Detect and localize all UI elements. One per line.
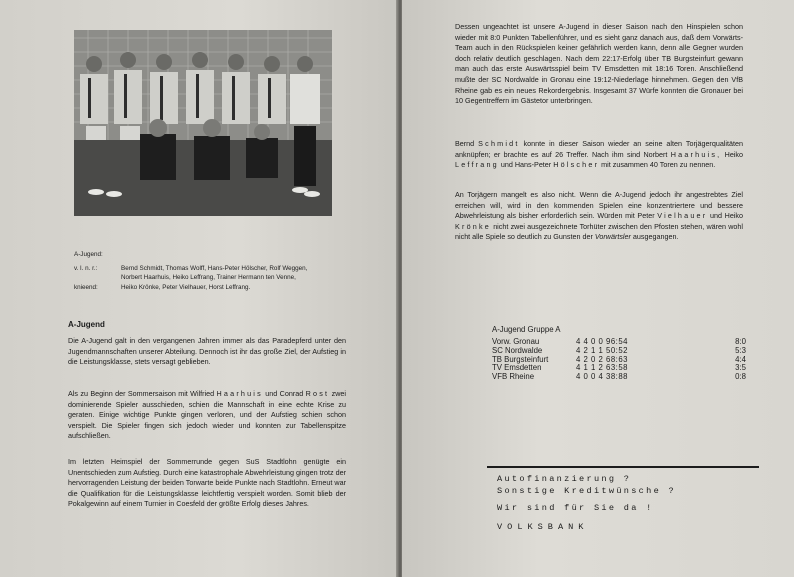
right-page bbox=[402, 0, 794, 577]
spaced-name: Hölscher bbox=[553, 160, 600, 170]
ad-rule bbox=[487, 466, 759, 468]
team-record: 4 1 1 2 63:58 bbox=[576, 363, 629, 373]
text-run: Heiko bbox=[724, 149, 744, 159]
paragraph: Die A-Jugend galt in den vergangenen Jahren immer als das Paradepferd unter den Jugendmannschaften unserer Abteilung. Dennoch ist ihr das große Ziel, der Aufstieg in die Leistungsklasse, stets versagt geblieben. bbox=[68, 336, 346, 367]
text-run: nicht zwei ausgezeichnete Torhüter zwischen den Pfosten stehen, wären wohl nicht alle Spiele so deutlich zu Gunsten der bbox=[455, 221, 743, 242]
caption-text: Heiko Krönke, Peter Vielhauer, Horst Leffrang. bbox=[121, 283, 251, 291]
caption-line bbox=[74, 283, 344, 293]
team-record: 4 2 1 1 50:52 bbox=[576, 345, 629, 355]
text-run: und Heiko bbox=[709, 211, 744, 221]
spaced-name: Haarhuis bbox=[216, 389, 263, 398]
spaced-name: Rost bbox=[305, 389, 330, 398]
caption-line bbox=[74, 273, 344, 283]
team-name: VFB Rheine bbox=[492, 372, 535, 382]
spaced-name: Haarhuis, bbox=[670, 149, 722, 159]
caption-label: knieend: bbox=[74, 283, 98, 291]
team-points: 0:8 bbox=[735, 372, 746, 382]
text-run: Bernd bbox=[455, 139, 475, 148]
team-record: 4 4 0 0 96:54 bbox=[576, 337, 629, 346]
team-name: TB Burgsteinfurt bbox=[492, 354, 549, 364]
text-run: konnte in dieser Saison wieder an seine alten Torjägerqualitäten anknüpfen; er brachte es auf 26 Treffer. Nach ihm sind Norbert bbox=[455, 139, 744, 159]
text-run: ausgegangen. bbox=[632, 232, 679, 242]
ad-brand: VOLKSBANK bbox=[497, 522, 589, 532]
team-record: 4 2 0 2 68:63 bbox=[576, 354, 629, 364]
paragraph bbox=[455, 139, 743, 171]
paragraph: Dessen ungeachtet ist unsere A-Jugend in dieser Saison nach den Hinspielen schon wieder mit 8:0 Punkten Tabellenführer, und es sieht ganz danach aus, daß dem Vorwärts-Team auch in den Rückspielen keiner gefährlich werden kann, denn alle Gegner wurden doch relativ deutlich geschlagen. Nach dem 22:17-Erfolg über TB Burgsteinfurt gewann man auch das erste Auswärtsspiel beim TV Emsdetten mit 18:16 Toren. Anschließend mußte der SC Nordwalde in Gronau eine 19:12-Niederlage hinnehmen. Gegen den VfB Rheine gab es ein neues Rekordergebnis. Insgesamt 37 Würfe konnten die Gronauer bei 10 Gegentreffern im Gästetor unterbringen. bbox=[455, 22, 743, 106]
text-run: An Torjägern mangelt es also nicht. Wenn die A-Jugend jedoch ihr angestrebtes Ziel erreichen will, wird in den kommenden Spielen eine konzentriertere und bessere Abwehrleistung als bisher erforderlich sein. Würden mit Peter bbox=[455, 190, 743, 221]
text-run: Als zu Beginn der Sommersaison mit Wilfried bbox=[68, 389, 215, 398]
caption-text: Bernd Schmidt, Thomas Wolff, Hans-Peter Hölscher, Rolf Weggen, bbox=[121, 264, 308, 272]
section-heading: A-Jugend bbox=[68, 320, 105, 329]
caption-text: Norbert Haarhuis, Heiko Leffrang, Trainer Hermann ten Venne, bbox=[121, 274, 296, 282]
caption-label: v. l. n. r.: bbox=[74, 264, 98, 272]
team-points: 4:4 bbox=[735, 354, 746, 364]
table-row bbox=[492, 372, 746, 382]
caption-title: A-Jugend: bbox=[74, 251, 103, 258]
ad-line: Wir sind für Sie da ! bbox=[497, 503, 654, 513]
spaced-name: Vielhauer bbox=[657, 211, 708, 221]
paragraph: Im letzten Heimspiel der Sommerrunde gegen SuS Stadtlohn genügte ein Unentschieden zum Aufstieg. Durch eine katastrophale Abwehrleistung gingen trotz der hervorragenden Leistung der beiden Torwarte beide Punkte nach Stadtlohn. Erneut war die Qualifikation für die Leistungsklasse leichtfertig verspielt worden. Somit blieb der Pokalgewinn auf einem Turnier in Coesfeld der größte Erfolg dieses Jahres. bbox=[68, 457, 346, 509]
spaced-name: Schmidt bbox=[478, 139, 520, 148]
spaced-name: Leffrang bbox=[455, 160, 499, 170]
team-points: 8:0 bbox=[735, 337, 746, 346]
photo-caption bbox=[74, 250, 344, 292]
text-run: und Hans-Peter bbox=[500, 160, 552, 170]
team-points: 3:5 bbox=[735, 363, 746, 373]
caption-label bbox=[74, 273, 121, 283]
text-run: zwei dominierende Spieler ausschieden, schien die Mannschaft in eine echte Krise zu geraten. Einige wichtige Punkte gingen verloren, und der Aufstieg schien schon verspielt. Die Spieler fingen sich jedoch wieder und konnten zur Tabellenspitze aufschließen. bbox=[68, 389, 347, 441]
team-name: SC Nordwalde bbox=[492, 345, 543, 355]
ad-line: Autofinanzierung ? bbox=[497, 474, 632, 484]
ad-line: Sonstige Kreditwünsche ? bbox=[497, 486, 676, 496]
paragraph bbox=[68, 389, 346, 442]
team-name: Vorw. Gronau bbox=[492, 337, 540, 346]
italic-text: Vorwärtsler bbox=[594, 232, 631, 242]
volksbank-advertisement bbox=[487, 466, 759, 548]
caption-line bbox=[74, 264, 344, 274]
team-record: 4 0 0 4 38:88 bbox=[576, 372, 629, 382]
standings-table bbox=[492, 337, 746, 382]
text-run: mit zusammen 40 Toren zu nennen. bbox=[601, 160, 716, 170]
standings-title: A-Jugend Gruppe A bbox=[492, 325, 561, 334]
text-run: und Conrad bbox=[265, 389, 304, 398]
spaced-name: Krönke bbox=[455, 221, 491, 231]
team-photo bbox=[74, 30, 332, 216]
team-points: 5:3 bbox=[735, 345, 746, 355]
team-name: TV Emsdetten bbox=[492, 363, 542, 373]
paragraph bbox=[455, 190, 743, 243]
